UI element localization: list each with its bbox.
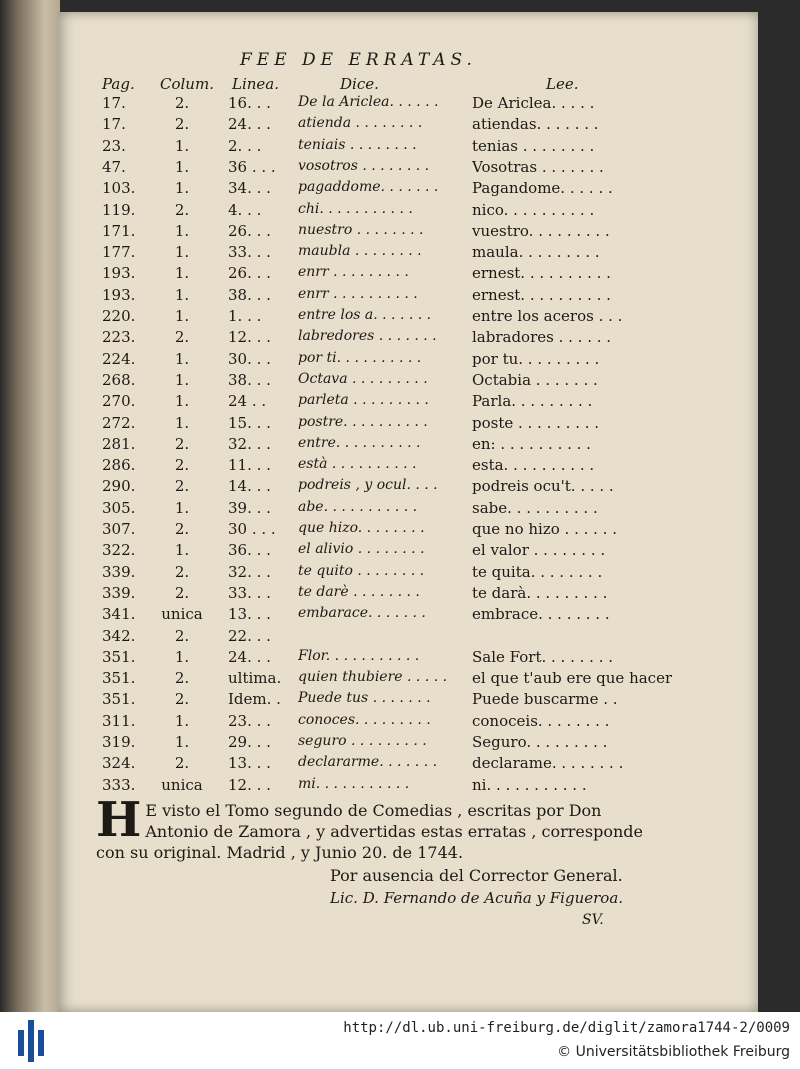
cell-linea: 24. . . (228, 647, 271, 666)
approval-note (96, 792, 656, 863)
cell-dice: Octava . . . . . . . . . (298, 370, 428, 387)
signature-line-2: Lic. D. Fernando de Acuña y Figueroa. (330, 889, 624, 907)
signature-line-3: SV. (582, 912, 604, 928)
errata-row (0, 563, 800, 585)
cell-pag: 177. (102, 243, 136, 262)
errata-row (0, 712, 800, 734)
cell-lee: entre los aceros . . . (472, 307, 623, 325)
cell-lee: nico. . . . . . . . . . (472, 200, 595, 219)
cell-colum: 2. (174, 328, 190, 347)
cell-lee: Vosotras . . . . . . . (472, 157, 604, 176)
cell-pag: 193. (102, 285, 136, 304)
cell-linea: 16. . . (228, 94, 271, 112)
cell-colum: unica (161, 605, 203, 624)
cell-pag: 47. (102, 157, 126, 176)
cell-pag: 324. (102, 754, 136, 773)
cell-pag: 341. (102, 605, 136, 624)
cell-colum: 1. (174, 711, 190, 730)
cell-dice: teniais . . . . . . . . (298, 136, 417, 153)
errata-row (0, 179, 800, 201)
cell-colum: 1. (174, 179, 190, 198)
cell-colum: 2. (174, 520, 190, 538)
cell-colum: 2. (174, 477, 190, 496)
cell-dice: que hizo. . . . . . . . (298, 520, 425, 536)
errata-row (0, 307, 800, 329)
cell-dice: maubla . . . . . . . . (298, 243, 422, 260)
cell-linea: 1. . . (228, 307, 262, 325)
cell-linea: 26. . . (228, 264, 271, 283)
cell-colum: 2. (174, 115, 190, 134)
cell-linea: 33. . . (228, 243, 271, 262)
cell-pag: 342. (102, 626, 136, 645)
cell-colum: 1. (174, 264, 190, 283)
errata-row (0, 201, 800, 223)
errata-row (0, 286, 800, 308)
cell-linea: 12. . . (228, 775, 271, 794)
cell-linea: 38. . . (228, 285, 271, 304)
errata-row (0, 754, 800, 776)
cell-lee: por tu. . . . . . . . . (472, 349, 600, 368)
cell-dice: De la Ariclea. . . . . . (298, 94, 439, 110)
cell-lee: el valor . . . . . . . . (472, 541, 606, 560)
copyright-notice: © Universitätsbibliothek Freiburg (557, 1044, 790, 1060)
errata-row (0, 435, 800, 457)
cell-linea: 13. . . (228, 605, 271, 624)
errata-row (0, 605, 800, 627)
cell-pag: 103. (102, 179, 136, 198)
cell-dice: declararme. . . . . . . (298, 754, 438, 771)
errata-row (0, 499, 800, 521)
page-title: FEE DE ERRATAS. (240, 50, 477, 70)
cell-linea: Idem. . (228, 690, 281, 709)
cell-pag: 290. (102, 477, 136, 496)
cell-pag: 286. (102, 456, 136, 475)
cell-colum: 1. (174, 733, 190, 751)
cell-dice: podreis , y ocul. . . . (298, 477, 438, 494)
cell-dice: parleta . . . . . . . . . (298, 392, 429, 409)
cell-lee: declarame. . . . . . . . (472, 754, 624, 773)
cell-lee: tenias . . . . . . . . (472, 136, 595, 155)
cell-linea: 24 . . (228, 392, 267, 411)
cell-pag: 339. (102, 562, 136, 581)
cell-colum: 2. (174, 200, 190, 219)
cell-linea: 33. . . (228, 583, 271, 602)
cell-dice: atienda . . . . . . . . (298, 115, 423, 132)
cell-colum: 2. (174, 94, 190, 112)
cell-pag: 171. (102, 221, 136, 240)
cell-dice: por ti. . . . . . . . . . (298, 349, 422, 366)
cell-colum: 1. (174, 136, 190, 155)
cell-pag: 311. (102, 711, 136, 730)
header-dice: Dice. (340, 75, 379, 93)
cell-pag: 351. (102, 690, 136, 709)
cell-lee: vuestro. . . . . . . . . (472, 221, 610, 240)
cell-linea: 30. . . (228, 349, 271, 368)
cell-dice: el alivio . . . . . . . . (298, 541, 425, 558)
cell-colum: 2. (174, 434, 190, 453)
cell-linea: ultima. (228, 669, 282, 688)
cell-colum: 2. (174, 754, 190, 773)
cell-colum: 1. (174, 349, 190, 368)
cell-colum: 2. (174, 456, 190, 475)
cell-linea: 38. . . (228, 370, 271, 389)
header-linea: Linea. (232, 75, 280, 93)
cell-linea: 15. . . (228, 413, 271, 432)
cell-colum: 1. (174, 307, 190, 325)
cell-pag: 351. (102, 669, 136, 688)
errata-row (0, 115, 800, 137)
cell-lee: embrace. . . . . . . . (472, 605, 610, 624)
cell-linea: 14. . . (228, 477, 271, 496)
cell-dice: entre. . . . . . . . . . (298, 434, 421, 451)
cell-pag: 333. (102, 775, 136, 794)
cell-dice: abe. . . . . . . . . . . (298, 498, 418, 515)
cell-linea: 24. . . (228, 115, 271, 134)
university-logo-icon (10, 1020, 52, 1062)
permalink[interactable]: http://dl.ub.uni-freiburg.de/diglit/zamora1744-2/0009 (343, 1020, 790, 1036)
errata-row (0, 669, 800, 691)
cell-lee: sabe. . . . . . . . . . (472, 498, 598, 517)
cell-dice: entre los a. . . . . . . (298, 307, 432, 323)
errata-row (0, 350, 800, 372)
cell-dice: chi. . . . . . . . . . . (298, 200, 413, 217)
cell-lee: maula. . . . . . . . . (472, 243, 600, 262)
cell-dice: te darè . . . . . . . . (298, 583, 420, 600)
cell-colum: 2. (174, 626, 190, 645)
errata-row (0, 243, 800, 265)
drop-cap: H (96, 792, 142, 848)
cell-pag: 17. (102, 94, 126, 112)
cell-colum: 1. (174, 157, 190, 176)
cell-pag: 281. (102, 434, 136, 453)
cell-pag: 119. (102, 200, 136, 219)
cell-pag: 223. (102, 328, 136, 347)
errata-row (0, 94, 800, 116)
cell-pag: 305. (102, 498, 136, 517)
cell-colum: 2. (174, 669, 190, 688)
header-colum: Colum. (160, 75, 214, 93)
cell-colum: 2. (174, 690, 190, 709)
cell-pag: 319. (102, 733, 136, 751)
errata-row (0, 371, 800, 393)
errata-row (0, 520, 800, 542)
cell-lee: ernest. . . . . . . . . . (472, 285, 611, 304)
cell-colum: 2. (174, 583, 190, 602)
cell-lee: Parla. . . . . . . . . (472, 392, 593, 411)
errata-row (0, 414, 800, 436)
cell-pag: 193. (102, 264, 136, 283)
errata-row (0, 627, 800, 649)
viewer-footer (0, 1012, 800, 1069)
cell-pag: 23. (102, 136, 126, 155)
cell-dice: enrr . . . . . . . . . . (298, 285, 418, 302)
cell-dice: està . . . . . . . . . . (298, 456, 417, 473)
header-lee: Lee. (546, 75, 579, 93)
cell-lee: Pagandome. . . . . . (472, 179, 613, 198)
cell-colum: 1. (174, 243, 190, 262)
cell-lee: atiendas. . . . . . . (472, 115, 599, 134)
cell-lee: Sale Fort. . . . . . . . (472, 647, 613, 666)
cell-dice: te quito . . . . . . . . (298, 562, 425, 579)
cell-lee: Seguro. . . . . . . . . (472, 733, 608, 751)
cell-lee: te quita. . . . . . . . (472, 562, 603, 581)
cell-linea: 32. . . (228, 562, 271, 581)
cell-colum: 1. (174, 541, 190, 560)
cell-linea: 23. . . (228, 711, 271, 730)
errata-row (0, 222, 800, 244)
cell-dice: labredores . . . . . . . (298, 328, 437, 345)
cell-linea: 22. . . (228, 626, 271, 645)
errata-row (0, 328, 800, 350)
errata-row (0, 584, 800, 606)
errata-row (0, 648, 800, 670)
cell-dice: embarace. . . . . . . (298, 605, 426, 622)
cell-lee: el que t'aub ere que hacer (472, 669, 672, 688)
cell-lee: ni. . . . . . . . . . . (472, 775, 587, 794)
errata-row (0, 456, 800, 478)
cell-linea: 12. . . (228, 328, 271, 347)
errata-row (0, 264, 800, 286)
cell-dice: conoces. . . . . . . . . (298, 711, 431, 728)
cell-dice: mi. . . . . . . . . . . (298, 775, 410, 792)
cell-lee: que no hizo . . . . . . (472, 520, 617, 538)
cell-linea: 32. . . (228, 434, 271, 453)
cell-dice: nuestro . . . . . . . . (298, 221, 424, 238)
cell-colum: 1. (174, 498, 190, 517)
cell-pag: 17. (102, 115, 126, 134)
cell-colum: 1. (174, 413, 190, 432)
header-pag: Pag. (102, 75, 135, 93)
cell-linea: 29. . . (228, 733, 271, 751)
cell-lee: De Ariclea. . . . . (472, 94, 595, 112)
cell-pag: 270. (102, 392, 136, 411)
cell-linea: 4. . . (228, 200, 262, 219)
cell-dice: Flor. . . . . . . . . . . (298, 647, 420, 664)
cell-dice: pagaddome. . . . . . . (298, 179, 439, 196)
cell-lee: podreis ocu't. . . . . (472, 477, 614, 496)
cell-pag: 268. (102, 370, 136, 389)
cell-colum: 1. (174, 370, 190, 389)
errata-row (0, 392, 800, 414)
cell-dice: quien thubiere . . . . . (298, 669, 448, 686)
cell-colum: 1. (174, 647, 190, 666)
errata-row (0, 733, 800, 755)
errata-row (0, 477, 800, 499)
cell-colum: 2. (174, 562, 190, 581)
cell-linea: 2. . . (228, 136, 262, 155)
cell-lee: ernest. . . . . . . . . . (472, 264, 611, 283)
signature-line-1: Por ausencia del Corrector General. (330, 866, 623, 885)
cell-lee: Puede buscarme . . (472, 690, 618, 709)
cell-dice: vosotros . . . . . . . . (298, 157, 430, 174)
cell-linea: 36 . . . (228, 157, 276, 176)
cell-pag: 272. (102, 413, 136, 432)
cell-linea: 34. . . (228, 179, 271, 198)
cell-lee: labradores . . . . . . (472, 328, 612, 347)
cell-lee: poste . . . . . . . . . (472, 413, 600, 432)
cell-pag: 339. (102, 583, 136, 602)
cell-lee: esta. . . . . . . . . . (472, 456, 595, 475)
cell-dice: enrr . . . . . . . . . (298, 264, 409, 281)
cell-linea: 36. . . (228, 541, 271, 560)
cell-linea: 13. . . (228, 754, 271, 773)
cell-linea: 26. . . (228, 221, 271, 240)
cell-lee: conoceis. . . . . . . . (472, 711, 610, 730)
cell-pag: 351. (102, 647, 136, 666)
cell-colum: 1. (174, 221, 190, 240)
cell-linea: 30 . . . (228, 520, 276, 538)
cell-dice: Puede tus . . . . . . . (298, 690, 431, 707)
cell-lee: te darà. . . . . . . . . (472, 583, 608, 602)
cell-pag: 322. (102, 541, 136, 560)
errata-row (0, 158, 800, 180)
cell-pag: 224. (102, 349, 136, 368)
errata-row (0, 137, 800, 159)
cell-pag: 307. (102, 520, 136, 538)
cell-colum: 1. (174, 392, 190, 411)
cell-linea: 39. . . (228, 498, 271, 517)
cell-lee: Octabia . . . . . . . (472, 370, 598, 389)
cell-dice: postre. . . . . . . . . . (298, 413, 428, 430)
errata-row (0, 541, 800, 563)
cell-linea: 11. . . (228, 456, 271, 475)
errata-row (0, 690, 800, 712)
cell-colum: unica (161, 775, 203, 794)
cell-colum: 1. (174, 285, 190, 304)
cell-lee: en: . . . . . . . . . . (472, 434, 591, 453)
cell-dice: seguro . . . . . . . . . (298, 733, 427, 749)
cell-pag: 220. (102, 307, 136, 325)
approval-text: E visto el Tomo segundo de Comedias , escritas por Don Antonio de Zamora , y advertidas estas erratas , corresponde con su original. Madrid , y Junio 20. de 1744. (96, 801, 643, 862)
